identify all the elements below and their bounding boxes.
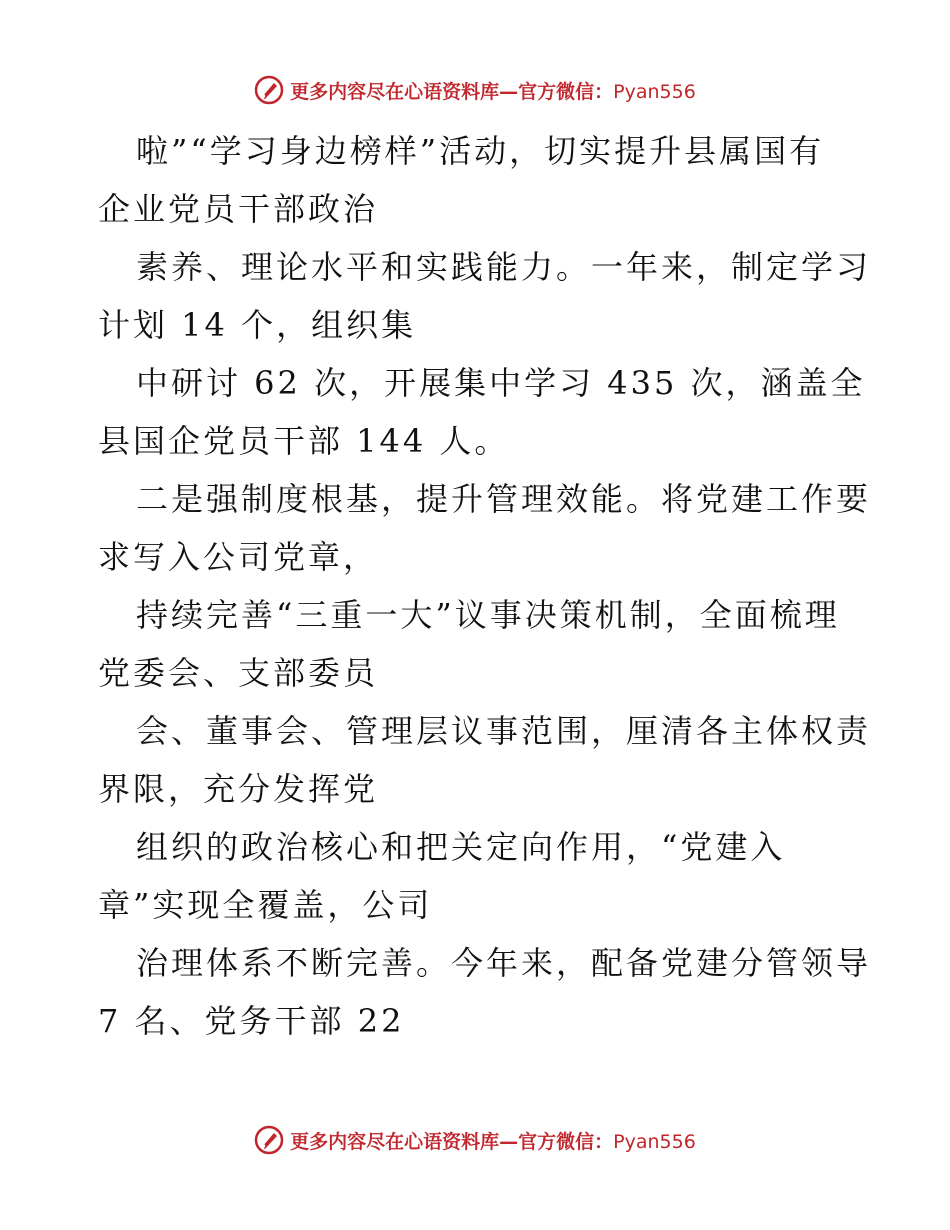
body-line: 求写入公司党章，: [98, 538, 379, 576]
body-line: 持续完善“三重一大”议事决策机制，全面梳理: [136, 596, 840, 634]
pen-nib-logo-icon: [254, 75, 284, 105]
body-line: 县国企党员干部 144 人。: [98, 422, 510, 460]
header-brand-text: 更多内容尽在心语资料库—官方微信：Pyan556: [290, 80, 696, 103]
body-line: 组织的政治核心和把关定向作用，“党建入: [136, 828, 786, 866]
pen-nib-logo-icon: [254, 1125, 284, 1155]
document-body: [98, 122, 872, 1050]
body-line: 素养、理论水平和实践能力。一年来，制定学习: [136, 248, 872, 286]
body-line: 会、董事会、管理层议事范围，厘清各主体权责: [136, 712, 872, 750]
body-line: 中研讨 62 次，开展集中学习 435 次，涵盖全: [136, 364, 866, 402]
body-line: 计划 14 个，组织集: [98, 306, 417, 344]
body-line: 章”实现全覆盖，公司: [98, 886, 433, 924]
body-line: 二是强制度根基，提升管理效能。将党建工作要: [136, 480, 872, 518]
footer-watermark-banner: [0, 1120, 950, 1160]
body-line: 企业党员干部政治: [98, 190, 379, 228]
body-line: 界限，充分发挥党: [98, 770, 379, 808]
header-wechat-handle: Pyan556: [613, 80, 696, 103]
body-line: 7 名、党务干部 22: [98, 1002, 405, 1040]
body-line: 党委会、支部委员: [98, 654, 379, 692]
header-watermark-banner: [0, 70, 950, 110]
footer-brand-text: 更多内容尽在心语资料库—官方微信：Pyan556: [290, 1130, 696, 1153]
body-line: 治理体系不断完善。今年来，配备党建分管领导: [136, 944, 872, 982]
footer-wechat-handle: Pyan556: [613, 1130, 696, 1153]
body-line: 啦”“学习身边榜样”活动，切实提升县属国有: [136, 132, 825, 170]
